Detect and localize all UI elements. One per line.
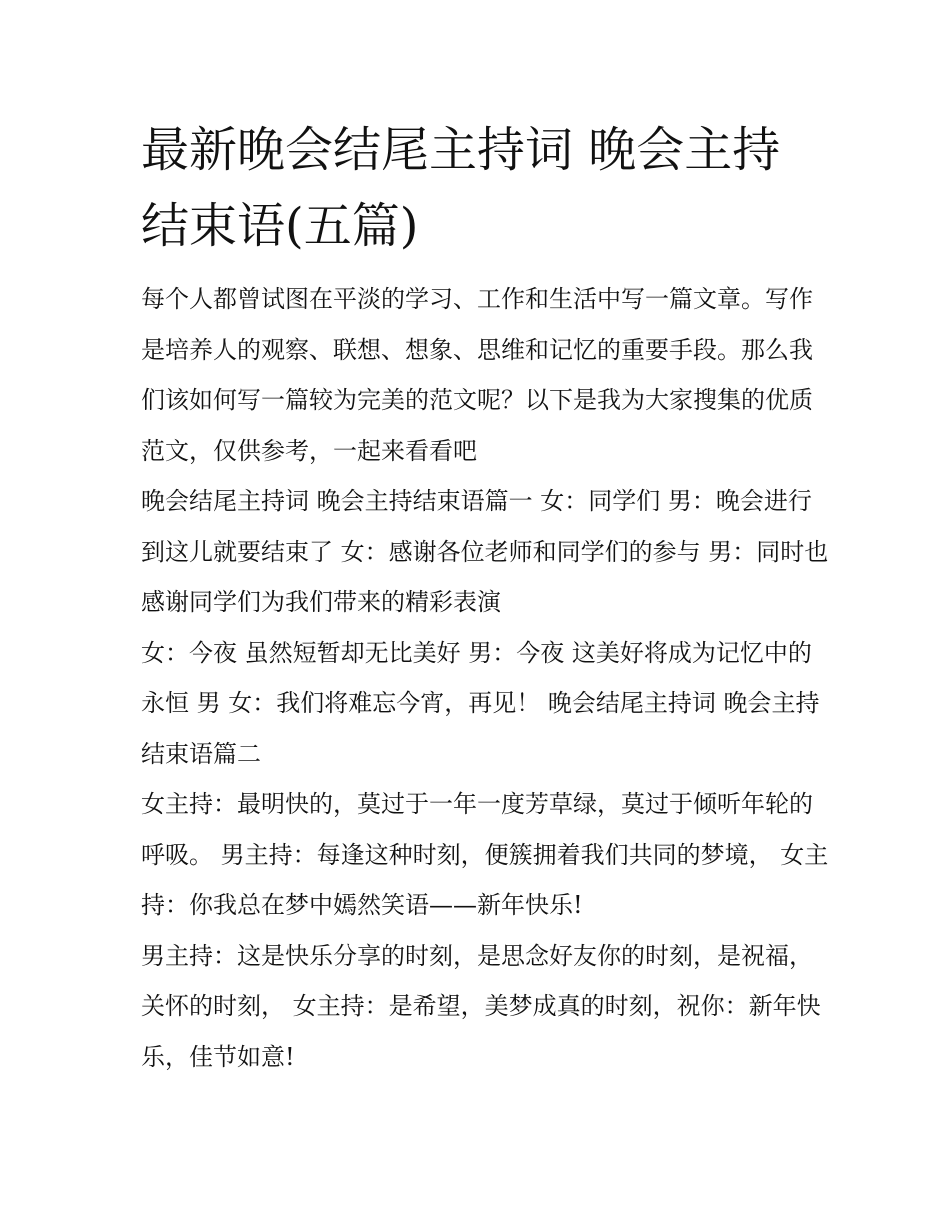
document-title: 最新晚会结尾主持词 晚会主持结束语(五篇) — [141, 122, 781, 254]
document-body — [141, 274, 831, 1082]
paragraph-part-two-opening: 女主持：最明快的，莫过于一年一度芳草绿，莫过于倾听年轮的呼吸。 男主持：每逢这种时刻，便簇拥着我们共同的梦境， 女主持：你我总在梦中嫣然笑语——新年快乐! — [141, 790, 829, 919]
paragraph-intro: 每个人都曾试图在平淡的学习、工作和生活中写一篇文章。写作是培养人的观察、联想、想象、思维和记忆的重要手段。那么我们该如何写一篇较为完美的范文呢？以下是我为大家搜集的优质范文，仅供参考，一起来看看吧 — [141, 285, 813, 465]
paragraph-part-one: 晚会结尾主持词 晚会主持结束语篇一 女：同学们 男：晚会进行到这儿就要结束了 女：感谢各位老师和同学们的参与 男：同时也感谢同学们为我们带来的精彩表演 — [141, 487, 829, 616]
paragraph-part-two-wishes: 男主持：这是快乐分享的时刻，是思念好友你的时刻，是祝福，关怀的时刻， 女主持：是希望，美梦成真的时刻，祝你：新年快乐，佳节如意! — [141, 941, 821, 1071]
paragraph-part-one-closing: 女：今夜 虽然短暂却无比美好 男：今夜 这美好将成为记忆中的永恒 男 女：我们将难忘今宵，再见！ 晚会结尾主持词 晚会主持结束语篇二 — [141, 638, 820, 768]
